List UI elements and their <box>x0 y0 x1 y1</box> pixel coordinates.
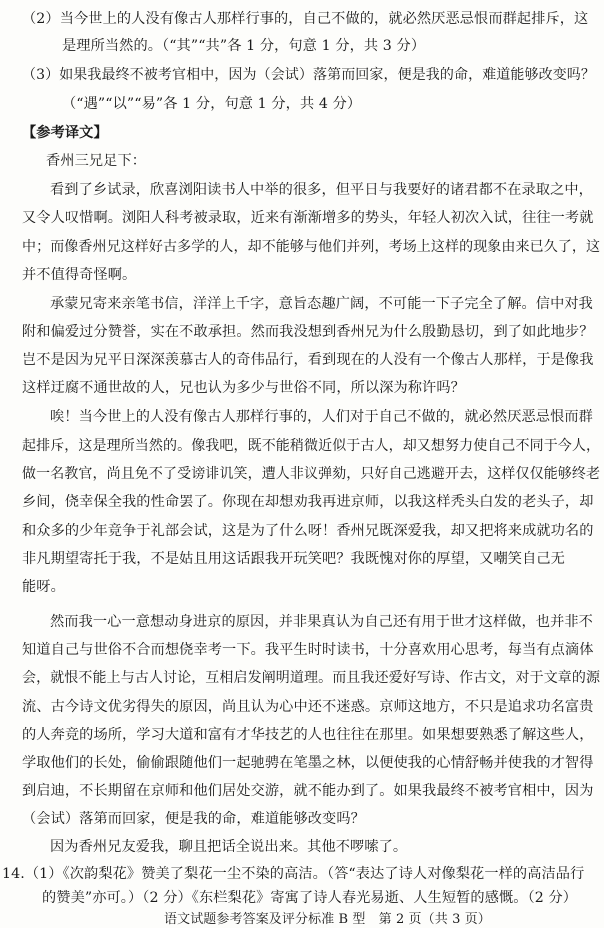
paragraph-1-line: 并不值得奇怪啊。 <box>22 267 137 283</box>
paragraph-3-line: 非凡期望寄托于我，不是姑且用这话跟我开玩笑吧？我既愧对你的厚望，又嘲笑自己无 <box>22 551 565 567</box>
paragraph-3-line: 唉！当今世上的人没有像古人那样行事的，人们对于自己不做的，就必然厌恶忌恨而群 <box>50 409 593 425</box>
paragraph-1-line: 中；而像香州兄这样好古多学的人，却不能够与他们并列，考场上这样的现象由来已久了，这 <box>22 239 601 255</box>
paragraph-3-line: 和众多的少年竞争于礼部会试，这是为了什么呀！香州兄既深爱我，却又把将来成就功名的 <box>22 523 594 539</box>
paragraph-2-line: 附和偏爱过分赞誉，实在不敢承担。然而我没想到香州兄为什么殷勤恳切，到了如此地步？ <box>22 324 594 340</box>
paragraph-4-line: 会，就恨不能上与古人讨论，互相启发阐明道理。而且我还爱好写诗、作古文，对于文章的源 <box>22 670 601 686</box>
paragraph-2-line: 承蒙兄寄来亲笔书信，洋洋上千字，意旨态趣广阔，不可能一下子完全了解。信中对我 <box>50 296 593 312</box>
paragraph-3-line: 做一名教官，尚且免不了受谤诽讥笑，遭人非议弹劾，只好自己逃避开去，这样仅仅能够终老 <box>22 466 601 482</box>
paragraph-3-line: 起排斥，这是理所当然的。像我吧，既不能稍微近似于古人，却又想努力使自己不同于今人， <box>22 438 601 454</box>
paragraph-4-line: 流、古今诗文优劣得失的原因，尚且认为心中还不迷惑。京师这地方，不只是追求功名富贵 <box>22 699 594 715</box>
paragraph-2-line: 这样迂腐不通世故的人，兄也认为多少与世俗不同，所以深为称许吗？ <box>22 380 465 396</box>
paragraph-4-line: 学取他们的长处，偷偷跟随他们一起驰骋在笔墨之林，以便使我的心情舒畅并使我的才智得 <box>22 755 594 771</box>
answer-2-line-2: 是理所当然的。（“其”“共”各 1 分，句意 1 分，共 3 分） <box>62 38 426 54</box>
paragraph-4-line: 到启迪，不长期留在京师和他们居处交游，就不能办到了。如果我最终不被考官相中，因为 <box>22 783 594 799</box>
question-14-line-1: 14.（1）《次韵梨花》赞美了梨花一尘不染的高洁。（答“表达了诗人对像梨花一样的高洁品行 <box>2 866 585 882</box>
translation-heading: 【参考译文】 <box>22 125 108 141</box>
paragraph-1-line: 看到了乡试录，欣喜浏阳读书人中举的很多，但平日与我要好的诸君都不在录取之中， <box>50 182 593 198</box>
question-14-line-2: 的赞美”亦可。）（2 分）《东栏梨花》寄寓了诗人春光易逝、人生短暂的感慨。（2 分） <box>42 890 578 906</box>
paragraph-4-line: （会试）落第而回家，便是我的命，难道能够改变吗？ <box>22 811 365 827</box>
answer-3-line-2: （“遇”“以”“易”各 1 分，句意 1 分，共 4 分） <box>62 96 362 112</box>
paragraph-3-line: 能呀。 <box>22 579 65 595</box>
paragraph-1-line: 又令人叹惜啊。浏阳人科考被录取，近来有渐渐增多的势头，年轻人初次入试，往往一考就 <box>22 210 594 226</box>
answer-2-line-1: （2）当今世上的人没有像古人那样行事的，自己不做的，就必然厌恶忌恨而群起排斥，这 <box>22 11 589 27</box>
paragraph-2-line: 岂不是因为兄平日深深羡慕古人的奇伟品行，看到现在的人没有一个像古人那样，于是像我 <box>22 352 594 368</box>
answer-3-line-1: （3）如果我最终不被考官相中，因为（会试）落第而回家，便是我的命，难道能够改变吗？ <box>22 67 596 83</box>
translation-salutation: 香州三兄足下： <box>46 153 147 169</box>
paragraph-4-line: 的人奔竞的场所，学习大道和富有才华技艺的人也往往在那里。如果想要熟悉了解这些人， <box>22 727 594 743</box>
paragraph-4-line: 知道自己与世俗不合而想侥幸考一下。我平生时时读书，十分喜欢用心思考，每当有点滴体 <box>22 642 594 658</box>
paragraph-4-line: 然而我一心一意想动身进京的原因，并非果真认为自己还有用于世才这样做，也并非不 <box>50 614 593 630</box>
page-footer: 语文试题参考答案及评分标准 B 型 第 2 页（共 3 页） <box>164 912 491 927</box>
paragraph-3-line: 乡间，侥幸保全我的性命罢了。你现在却想劝我再进京师，以我这样秃头白发的老头子，却 <box>22 494 594 510</box>
paragraph-5-line: 因为香州兄友爱我，聊且把话全说出来。其他不啰嗦了。 <box>50 839 408 855</box>
